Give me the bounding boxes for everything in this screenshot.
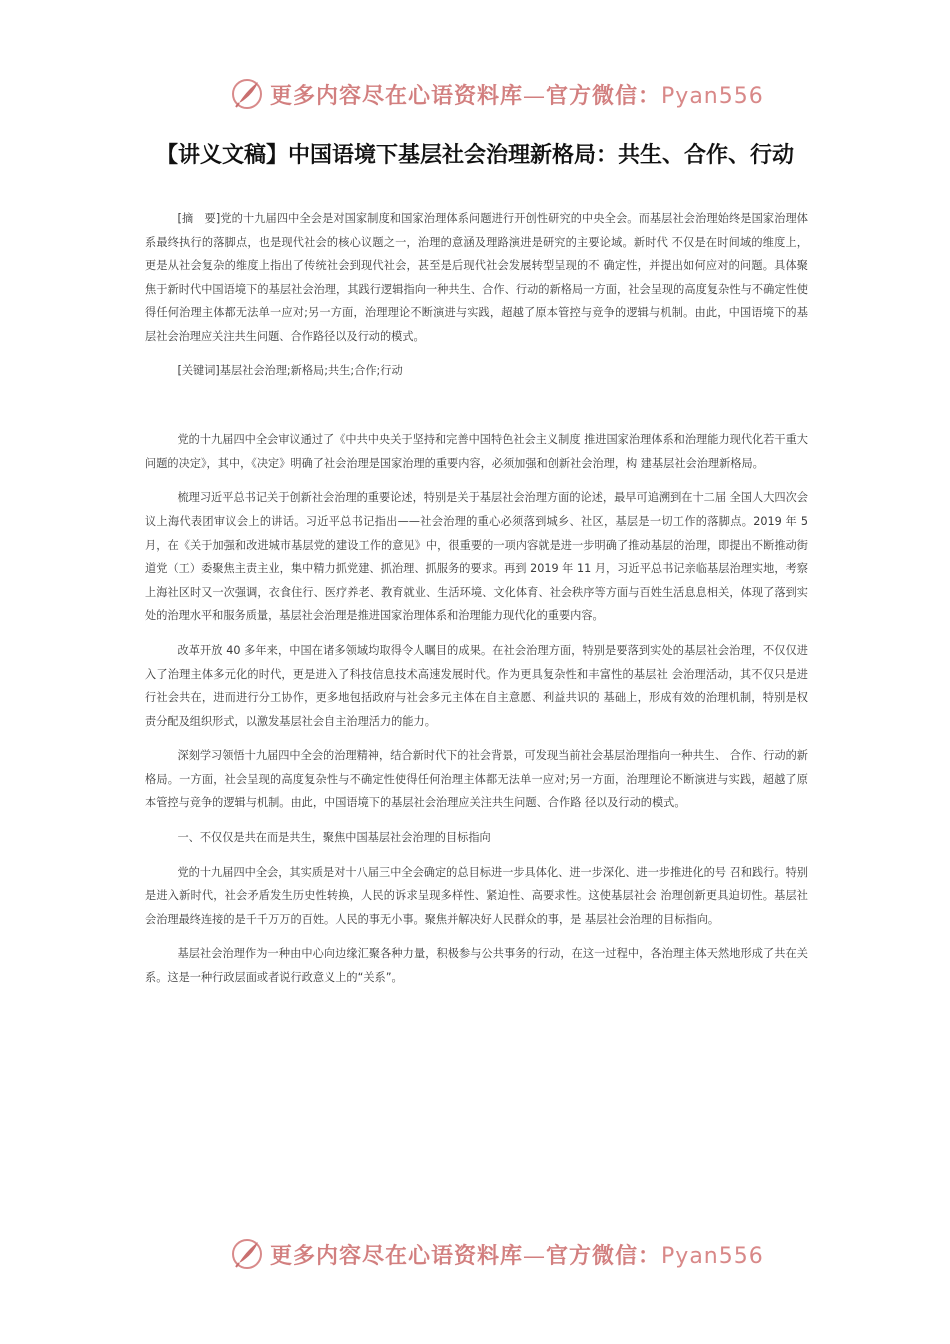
banner-main-text: 更多内容尽在心语资料库 <box>270 1242 524 1269</box>
keywords-paragraph: [关键词]基层社会治理;新格局;共生;合作;行动 <box>177 363 403 377</box>
banner-content <box>230 76 764 112</box>
banner-text <box>270 79 764 110</box>
document-body <box>145 207 808 990</box>
quill-pen-icon <box>230 77 264 111</box>
banner-contact-id: Pyan556 <box>661 1243 764 1269</box>
banner-separator: — <box>523 83 547 109</box>
body-paragraph: 梳理习近平总书记关于创新社会治理的重要论述，特别是关于基层社会治理方面的论述，最早可追溯到在十二届 全国人大四次会议上海代表团审议会上的讲话。习近平总书记指出——社会治理的重心必须落到城乡、社区，基层是一切工作的落脚点。2019 年 5 月，在《关于加强和改进城市基层党的建设工作的意见》中，很重要的一项内容就是进一步明确了推动基层的治理，即提出不断推动街道党（工）委聚焦主责主业，集中精力抓党建、抓治理、抓服务的要求。再到 2019 年 11 月，习近平总书记亲临基层治理实地，考察上海社区时又一次强调，衣食住行、医疗养老、教育就业、生活环境、文化体育、社会秩序等方面与百姓生活息息相关，体现了落到实处的治理水平和服务质量，基层社会治理是推进国家治理体系和治理能力现代化的重要内容。 <box>145 491 808 623</box>
body-paragraph: 深刻学习领悟十九届四中全会的治理精神，结合新时代下的社会背景，可发现当前社会基层治理指向一种共生、 合作、行动的新格局。一方面，社会呈现的高度复杂性与不确定性使得任何治理主体都无法单一应对;另一方面，治理理论不断演进与实践，超越了原本管控与竞争的逻辑与机制。由此，中国语境下的基层社会治理应关注共生问题、合作路 径以及行动的模式。 <box>145 749 808 810</box>
banner-main-text: 更多内容尽在心语资料库 <box>270 82 524 109</box>
section-heading: 一、不仅仅是共在而是共生，聚焦中国基层社会治理的目标指向 <box>177 831 491 845</box>
footer-banner <box>0 1234 950 1274</box>
body-paragraph: 基层社会治理作为一种由中心向边缘汇聚各种力量，积极参与公共事务的行动，在这一过程中，各治理主体天然地形成了共在关系。这是一种行政层面或者说行政意义上的“关系”。 <box>145 947 808 985</box>
banner-separator: — <box>523 1243 547 1269</box>
body-paragraph: 改革开放 40 多年来，中国在诸多领域均取得令人瞩目的成果。在社会治理方面，特别是要落到实处的基层社会治理，不仅仅进入了治理主体多元化的时代，更是进入了科技信息技术高速发展时代。作为更具复杂性和丰富性的基层社 会治理活动，其不仅只是进行社会共在，进而进行分工协作，更多地包括政府与社会多元主体在自主意愿、利益共识的 基础上，形成有效的治理机制，特别是权责分配及组织形式，以激发基层社会自主治理活力的能力。 <box>145 643 808 728</box>
header-banner <box>0 74 950 114</box>
quill-pen-icon <box>230 1237 264 1271</box>
body-paragraph: 党的十九届四中全会，其实质是对十八届三中全会确定的总目标进一步具体化、进一步深化、进一步推进化的号 召和践行。特别是进入新时代，社会矛盾发生历史性转换，人民的诉求呈现多样性、紧迫性、高要求性。这使基层社会 治理创新更具迫切性。基层社会治理最终连接的是千千万万的百姓。人民的事无小事。聚焦并解决好人民群众的事，是 基层社会治理的目标指向。 <box>145 865 808 926</box>
abstract-paragraph: [摘 要]党的十九届四中全会是对国家制度和国家治理体系问题进行开创性研究的中央全会。而基层社会治理始终是国家治理体系最终执行的落脚点，也是现代社会的核心议题之一，治理的意涵及理路演进是研究的主要论域。新时代 不仅是在时间域的维度上，更是从社会复杂的维度上指出了传统社会到现代社会，甚至是后现代社会发展转型呈现的不 确定性，并提出如何应对的问题。具体聚焦于新时代中国语境下的基层社会治理，其践行逻辑指向一种共生、合作、行动的新格局一方面，社会呈现的高度复杂性与不确定性使得任何治理主体都无法单一应对;另一方面，治理理论不断演进与实践，超越了原本管控与竞争的逻辑与机制。由此，中国语境下的基层社会治理应关注共生问题、合作路径以及行动的模式。 <box>145 212 808 343</box>
page-title: 【讲义文稿】中国语境下基层社会治理新格局：共生、合作、行动 <box>155 143 794 168</box>
body-paragraph: 党的十九届四中全会审议通过了《中共中央关于坚持和完善中国特色社会主义制度 推进国家治理体系和治理能力现代化若干重大问题的决定》，其中，《决定》明确了社会治理是国家治理的重要内容，必须加强和创新社会治理，构 建基层社会治理新格局。 <box>145 433 808 470</box>
banner-contact-label: 官方微信： <box>546 82 662 109</box>
banner-contact-label: 官方微信： <box>546 1242 662 1269</box>
banner-text <box>270 1239 764 1270</box>
banner-content <box>230 1236 764 1272</box>
banner-contact-id: Pyan556 <box>661 83 764 109</box>
